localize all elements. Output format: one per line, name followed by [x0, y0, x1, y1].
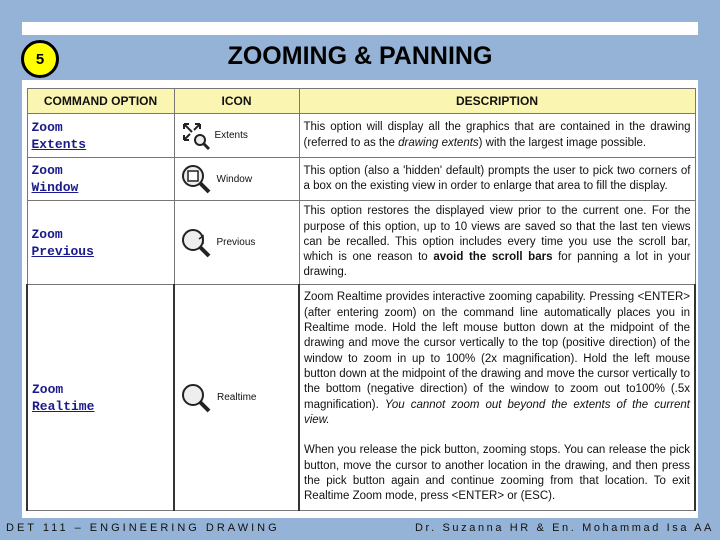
footer-course: DET 111 – ENGINEERING DRAWING: [6, 522, 280, 534]
top-strip: [22, 22, 698, 35]
cmd-word: Zoom: [31, 163, 63, 178]
table-row: [27, 158, 695, 201]
table-row: [27, 114, 695, 158]
icon-label: Extents: [214, 130, 248, 141]
cmd-option: Realtime: [32, 398, 95, 414]
zoom-window-icon: [181, 164, 213, 194]
footer-authors: Dr. Suzanna HR & En. Mohammad Isa AA: [414, 522, 714, 534]
slide-title: ZOOMING & PANNING: [227, 42, 493, 70]
command-zoom-window[interactable]: [27, 158, 174, 201]
description: This option restores the displayed view prior to the current one. For the purpose of this option, up to 10 views are saved so that the last ten views can be recalled. This option includes every time you use the scroll bar, which is one reason to avoid the scroll bars for panning a lot in your drawing.: [299, 201, 695, 285]
description: Zoom Realtime provides interactive zooming capability. Pressing <ENTER> (after entering zoom) on the command line automatically places you in Realtime mode. Hold the left mouse button down at the midpoint of the drawing and move the cursor vertically to the top (positive direction) of the window to zoom in up to 100% (2x magnification). Hold the left mouse button down at the midpoint of the drawing and move the cursor vertically to the bottom (negative direction) of the window to zoom out to100% (.5x magnification). You cannot zoom out beyond the extents of the current view. When you release the pick button, zooming stops. You can release the pick button, move the cursor to another location in the drawing, and then press the pick button again and continue zooming from that location. To exit Realtime Zoom mode, press <ENTER> or (ESC).: [299, 285, 695, 511]
table-row: [27, 285, 695, 511]
cmd-option: Previous: [31, 243, 94, 259]
description: This option will display all the graphics that are contained in the drawing (referred to as the drawing extents) with the largest image possible.: [299, 114, 695, 158]
header-icon: ICON: [174, 89, 299, 114]
zoom-extents-icon: [181, 121, 211, 151]
table-header: [27, 89, 695, 114]
description: This option (also a 'hidden' default) prompts the user to pick two corners of a box on the existing view in order to enlarge that area to fill the display.: [299, 158, 695, 201]
slide-number-badge: 5: [21, 40, 59, 78]
cmd-option: Window: [31, 180, 79, 195]
header-description: DESCRIPTION: [299, 89, 695, 114]
icon-label: Realtime: [217, 392, 257, 403]
zoom-realtime-icon: [181, 383, 213, 413]
cmd-word: Zoom: [31, 226, 63, 242]
content-panel: [22, 80, 698, 518]
cmd-word: Zoom: [31, 119, 63, 135]
cmd-word: Zoom: [32, 381, 64, 397]
zoom-previous-icon: [181, 228, 213, 258]
cmd-option: Extents: [31, 136, 87, 152]
command-zoom-previous[interactable]: [27, 201, 174, 285]
table-row: [27, 201, 695, 285]
command-zoom-realtime[interactable]: [27, 285, 174, 511]
header-command: COMMAND OPTION: [27, 89, 174, 114]
icon-label: Window: [216, 173, 253, 185]
command-zoom-extents[interactable]: [27, 114, 174, 158]
icon-label: Previous: [216, 237, 256, 248]
zoom-options-table: [26, 88, 696, 511]
